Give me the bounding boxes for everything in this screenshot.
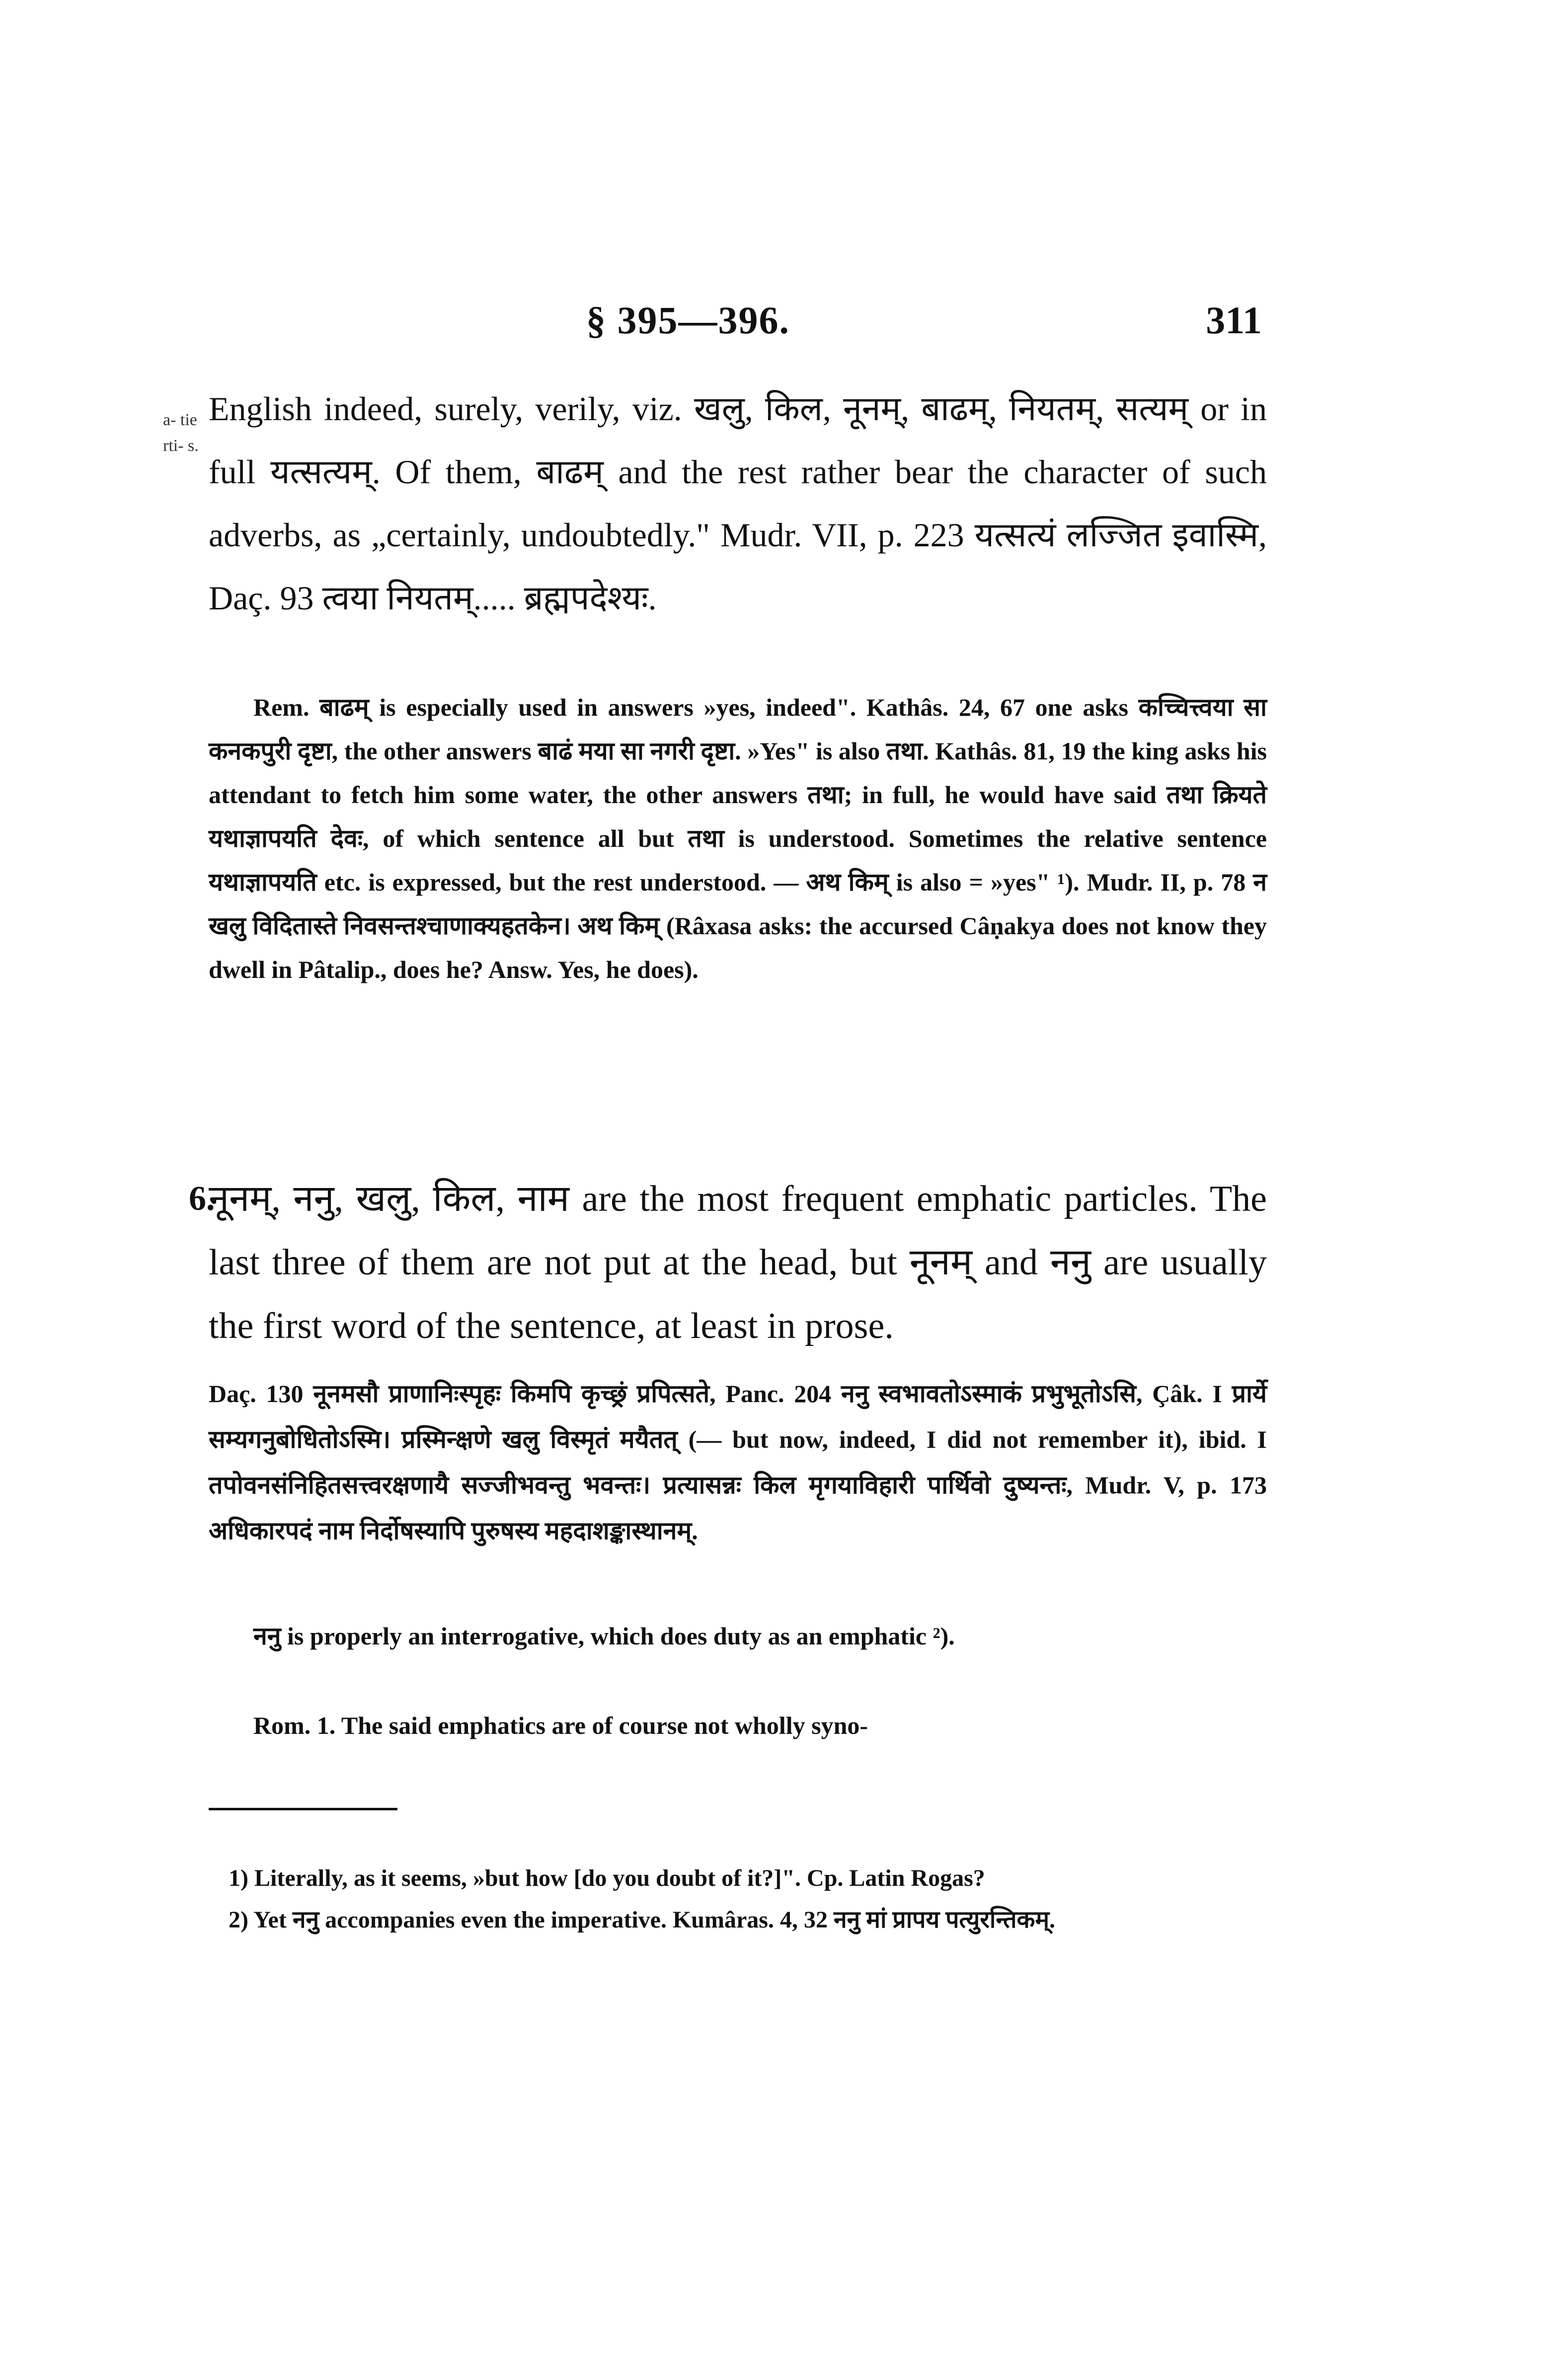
remark-1: [209, 1704, 1267, 1747]
section-reference: § 395—396.: [586, 298, 790, 342]
section-number: 6.: [189, 1180, 215, 1218]
page-number: 311: [1206, 298, 1262, 342]
page-header: [209, 298, 1262, 353]
remark-paragraph: [209, 685, 1267, 991]
main-paragraph: [209, 377, 1267, 630]
footnote-divider: [209, 1808, 397, 1810]
footnote-1: 1) Literally, as it seems, »but how [do you doubt of it?]". Cp. Latin Rogas?: [229, 1865, 985, 1891]
footnote-2: 2) Yet ननु accompanies even the imperative. Kumâras. 4, 32 ननु मां प्रापय पत्युरन्तिकम्.: [229, 1907, 1056, 1933]
main-paragraph-text: English indeed, surely, verily, viz. खलु, किल, नूनम्, बाढम्, नियतम्, सत्यम् or in full यत्सत्यम्. Of them, बाढम् and the rest rather bear the character of such adverbs, as „certainly, undoubtedly." Mudr. VII, p. 223 यत्सत्यं लज्जित इवास्मि, Daç. 93 त्वया नियतम्..... ब्रह्मपदेश्यः.: [209, 390, 1267, 617]
remark-text: Rem. बाढम् is especially used in answers »yes, indeed". Kathâs. 24, 67 one asks कच्चित्त्वया सा कनकपुरी दृष्टा, the other answers बाढं मया सा नगरी दृष्टा. »Yes" is also तथा. Kathâs. 81, 19 the king asks his attendant to fetch him some water, the other answers तथा; in full, he would have said तथा क्रियते यथाज्ञापयति देवः, of which sentence all but तथा is understood. Sometimes the relative sentence यथाज्ञापयति etc. is expressed, but the rest understood. — अथ किम् is also = »yes" ¹). Mudr. II, p. 78 न खलु विदितास्ते निवसन्तश्चाणाक्यहतकेन। अथ किम् (Râxasa asks: the accursed Câṇakya does not know they dwell in Pâtalip., does he? Answ. Yes, he does).: [209, 693, 1267, 983]
footnotes: [209, 1858, 1267, 1941]
section-6-examples: [209, 1346, 1267, 1578]
nanu-note-text: ननु is properly an interrogative, which does duty as an emphatic ²).: [253, 1622, 955, 1650]
section-6-paragraph: [189, 1167, 1267, 1358]
margin-note: a- tie rti- s.: [163, 411, 199, 455]
nanu-note: [209, 1614, 1267, 1658]
section-6-text: नूनम्, ननु, खलु, किल, नाम are the most frequent emphatic particles. The last three of them are not put at the head, but नूनम् and ननु are usually the first word of the sentence, at least in prose.: [209, 1179, 1267, 1346]
remark-1-text: Rom. 1. The said emphatics are of course not wholly syno-: [253, 1711, 868, 1739]
section-6-examples-text: Daç. 130 नूनमसौ प्राणानिःस्पृहः किमपि कृच्छ्रं प्रपित्सते, Panc. 204 ननु स्वभावतोऽस्माकं प्रभुभूतोऽसि, Çâk. I प्रार्ये सम्यगनुबोधितोऽस्मि। प्रस्मिन्क्षणे खलु विस्मृतं मयैतत् (— but now, indeed, I did not remember it), ibid. I तपोवनसंनिहितसत्त्वरक्षणायै सज्जीभवन्तु भवन्तः। प्रत्यासन्नः किल मृगयाविहारी पार्थिवो दुष्यन्तः, Mudr. V, p. 173 अधिकारपदं नाम निर्दोषस्यापि पुरुषस्य महदाशङ्कास्थानम्.: [209, 1380, 1267, 1545]
